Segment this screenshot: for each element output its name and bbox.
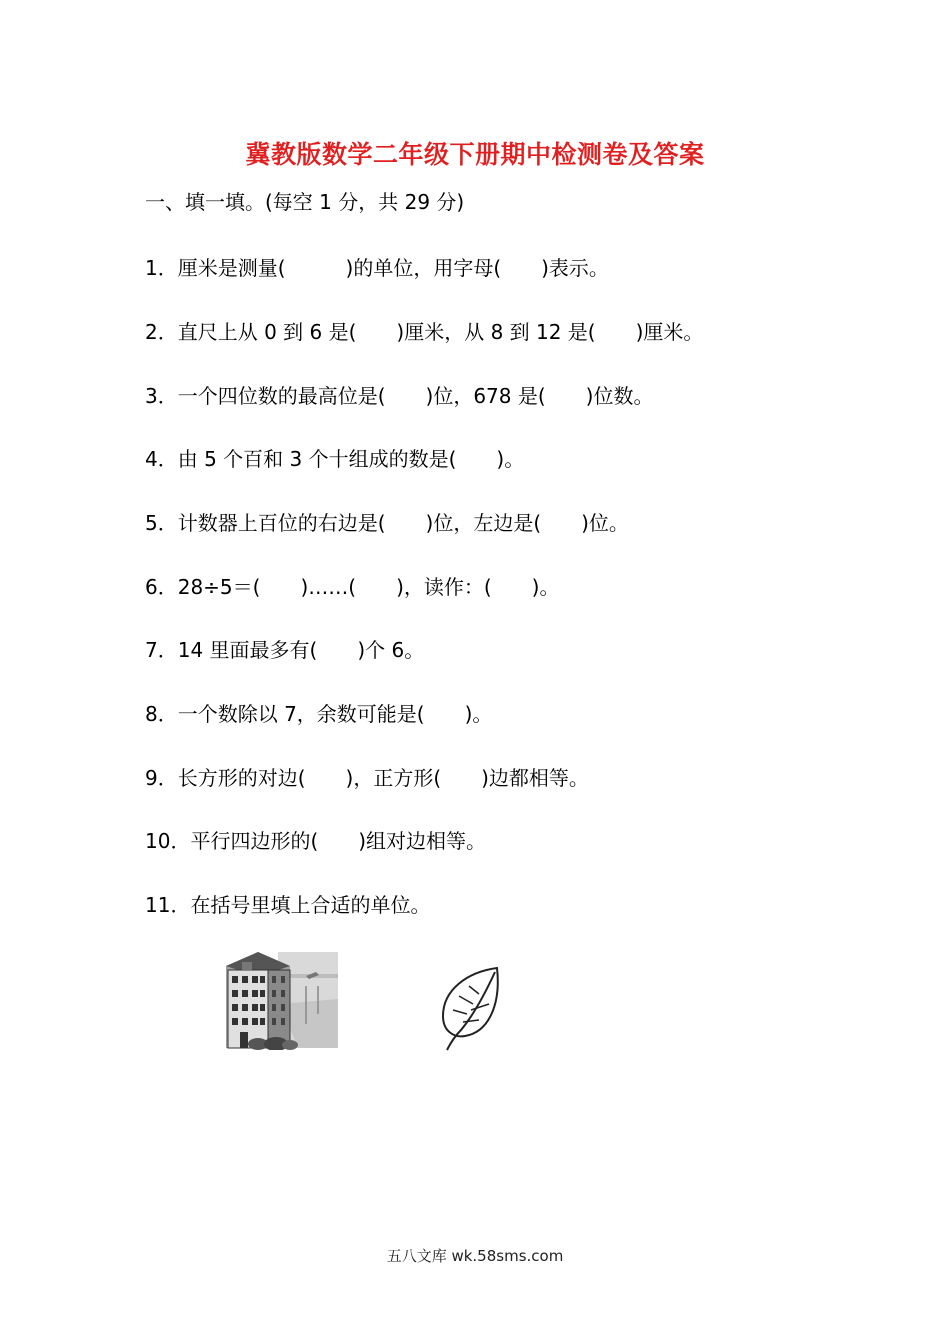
question-4: 4．由 5 个百和 3 个十组成的数是( )。 (145, 447, 525, 471)
building-icon (218, 944, 340, 1050)
question-11: 11．在括号里填上合适的单位。 (145, 893, 431, 917)
question-1: 1．厘米是测量( )的单位，用字母( )表示。 (145, 256, 609, 280)
footer-watermark: 五八文库 wk.58sms.com (386, 1247, 564, 1265)
leaf-icon (437, 964, 503, 1052)
question-2: 2．直尺上从 0 到 6 是( )厘米，从 8 到 12 是( )厘米。 (145, 320, 704, 344)
question-8: 8．一个数除以 7，余数可能是( )。 (145, 702, 493, 726)
question-3: 3．一个四位数的最高位是( )位，678 是( )位数。 (145, 384, 654, 408)
question-6: 6．28÷5＝( )……( )，读作：( )。 (145, 575, 560, 599)
question-5: 5．计数器上百位的右边是( )位，左边是( )位。 (145, 511, 629, 535)
question-9: 9．长方形的对边( )，正方形( )边都相等。 (145, 766, 589, 790)
section-heading: 一、填一填。(每空 1 分，共 29 分) (145, 190, 465, 214)
question-7: 7．14 里面最多有( )个 6。 (145, 638, 425, 662)
page-title: 冀教版数学二年级下册期中检测卷及答案 (245, 140, 705, 169)
question-10: 10．平行四边形的( )组对边相等。 (145, 829, 487, 853)
